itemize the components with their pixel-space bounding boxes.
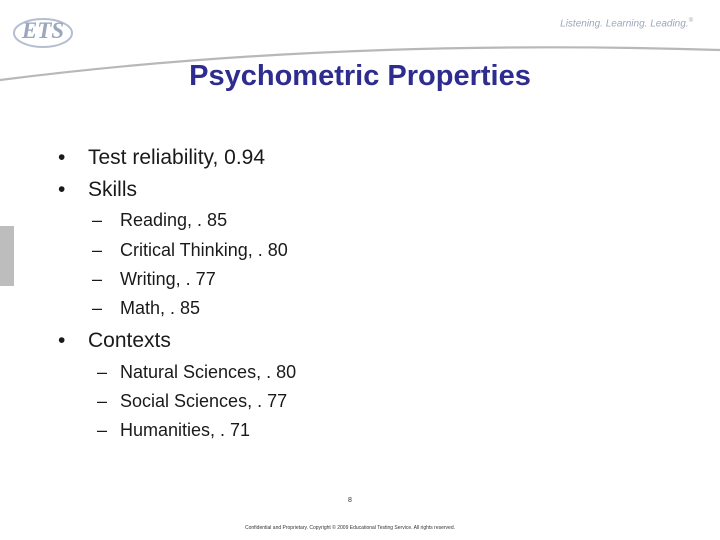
logo-text: ETS — [21, 18, 65, 43]
registered-mark: ® — [688, 18, 693, 24]
side-tab — [0, 226, 14, 286]
bullet-text: Test reliability, 0.94 — [88, 146, 266, 169]
skill-text: Math, . 85 — [120, 298, 201, 318]
skill-text: Critical Thinking, . 80 — [120, 240, 288, 260]
tagline — [560, 18, 693, 29]
tagline-text: Listening. Learning. Leading. — [560, 18, 689, 30]
bullet-marker: • — [58, 329, 66, 352]
dash-marker: – — [92, 240, 103, 260]
context-text: Natural Sciences, . 80 — [120, 362, 297, 382]
dash-marker: – — [97, 420, 108, 440]
footer-copyright: Confidential and Proprietary. Copyright © 2009 Educational Testing Service. All rights reserved. — [245, 525, 455, 531]
context-text: Social Sciences, . 77 — [120, 391, 288, 411]
bullet-marker: • — [58, 146, 66, 169]
slide-title: Psychometric Properties — [189, 60, 531, 92]
dash-marker: – — [92, 269, 103, 289]
page-number: 8 — [348, 497, 352, 504]
dash-marker: – — [97, 362, 108, 382]
bullet-marker: • — [58, 178, 66, 201]
skill-text: Reading, . 85 — [120, 210, 228, 230]
bullet-text: Contexts — [88, 329, 171, 352]
skill-text: Writing, . 77 — [120, 269, 216, 289]
dash-marker: – — [97, 391, 108, 411]
bullet-text: Skills — [88, 178, 138, 201]
context-text: Humanities, . 71 — [120, 420, 251, 440]
dash-marker: – — [92, 298, 103, 318]
dash-marker: – — [92, 210, 103, 230]
